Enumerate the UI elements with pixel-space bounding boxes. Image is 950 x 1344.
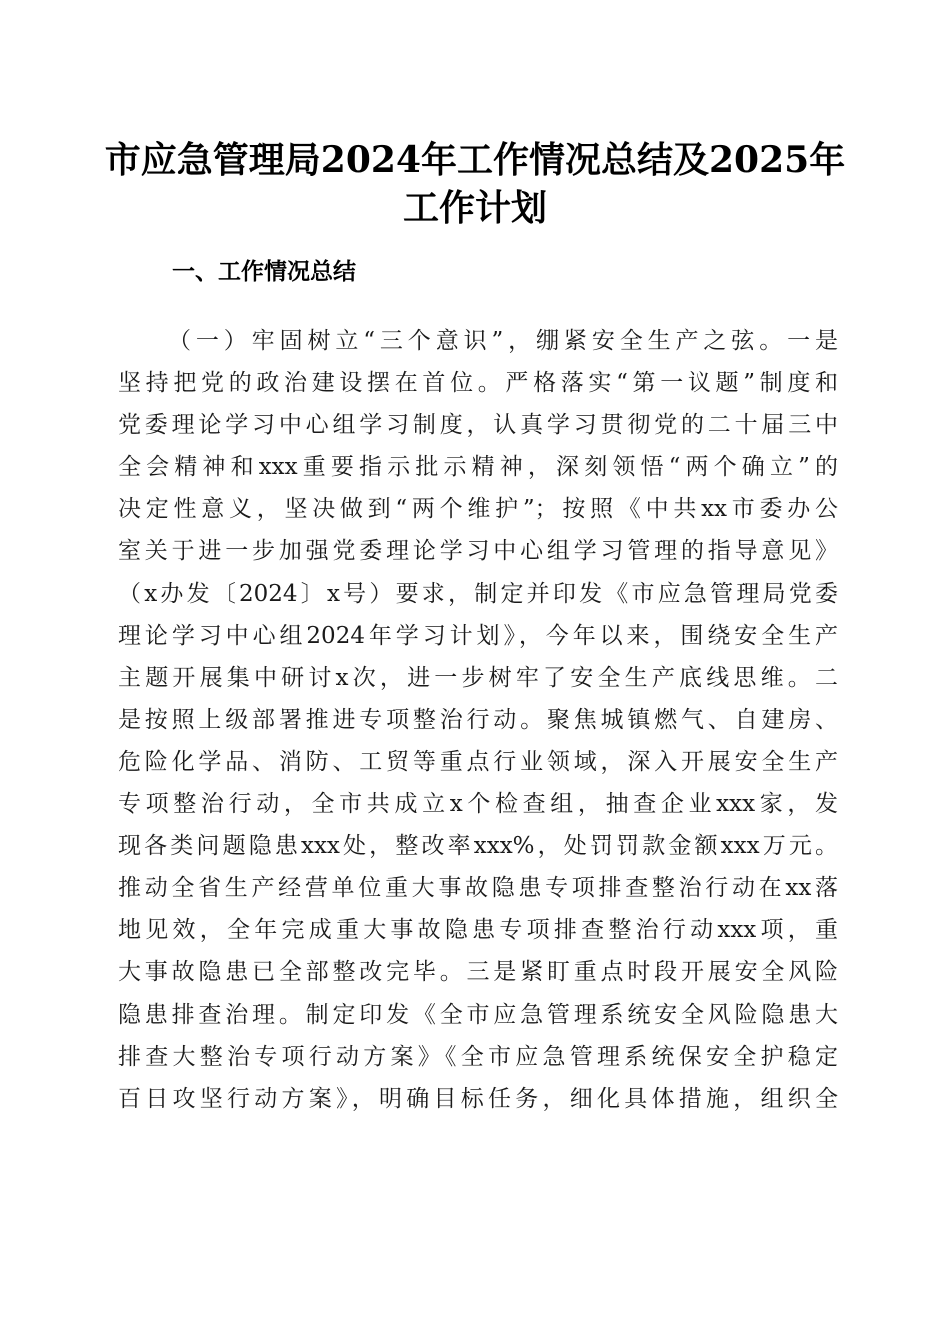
title-line-2: 工作计划 xyxy=(402,187,547,229)
paragraph-line: 主题开展集中研讨x次，进一步树牢了安全生产底线思维。二 xyxy=(118,664,838,691)
paragraph-line: 理论学习中心组2024年学习计划》，今年以来，围绕安全生产 xyxy=(118,622,838,649)
paragraph-line: 排查大整治专项行动方案》《全市应急管理系统保安全护稳定 xyxy=(118,1043,838,1070)
paragraph-line: 危险化学品、消防、工贸等重点行业领域，深入开展安全生产 xyxy=(118,748,838,775)
paragraph-line: （一）牢固树立“三个意识”，绷紧安全生产之弦。一是 xyxy=(168,328,838,354)
paragraph-line: 党委理论学习中心组学习制度，认真学习贯彻党的二十届三中 xyxy=(118,412,838,439)
paragraph-line: 隐患排查治理。制定印发《全市应急管理系统安全风险隐患大 xyxy=(118,1001,838,1028)
paragraph-line: 百日攻坚行动方案》，明确目标任务，细化具体措施，组织全 xyxy=(118,1085,838,1112)
title-line-1: 市应急管理局2024年工作情况总结及2025年 xyxy=(104,139,846,181)
paragraph-line: （x办发〔2024〕x号）要求，制定并印发《市应急管理局党委 xyxy=(118,580,838,607)
paragraph-line: 决定性意义，坚决做到“两个维护”；按照《中共xx市委办公 xyxy=(118,496,838,523)
paragraph-line: 大事故隐患已全部整改完毕。三是紧盯重点时段开展安全风险 xyxy=(118,959,838,986)
paragraph-line: 现各类问题隐患xxx处，整改率xxx%，处罚罚款金额xxx万元。 xyxy=(118,833,838,860)
paragraph-line: 坚持把党的政治建设摆在首位。严格落实“第一议题”制度和 xyxy=(118,370,838,397)
paragraph-line: 室关于进一步加强党委理论学习中心组学习管理的指导意见》 xyxy=(118,538,838,565)
paragraph-line: 专项整治行动，全市共成立x个检查组，抽查企业xxx家，发 xyxy=(118,791,838,818)
paragraph-line: 是按照上级部署推进专项整治行动。聚焦城镇燃气、自建房、 xyxy=(118,706,838,733)
paragraph-line: 全会精神和xxx重要指示批示精神，深刻领悟“两个确立”的 xyxy=(118,454,838,481)
document-title xyxy=(100,136,850,232)
paragraph-line: 地见效，全年完成重大事故隐患专项排查整治行动xxx项，重 xyxy=(118,917,838,944)
section-heading: 一、工作情况总结 xyxy=(172,259,356,285)
body-paragraph xyxy=(118,320,838,1120)
paragraph-line: 推动全省生产经营单位重大事故隐患专项排查整治行动在xx落 xyxy=(118,875,838,902)
